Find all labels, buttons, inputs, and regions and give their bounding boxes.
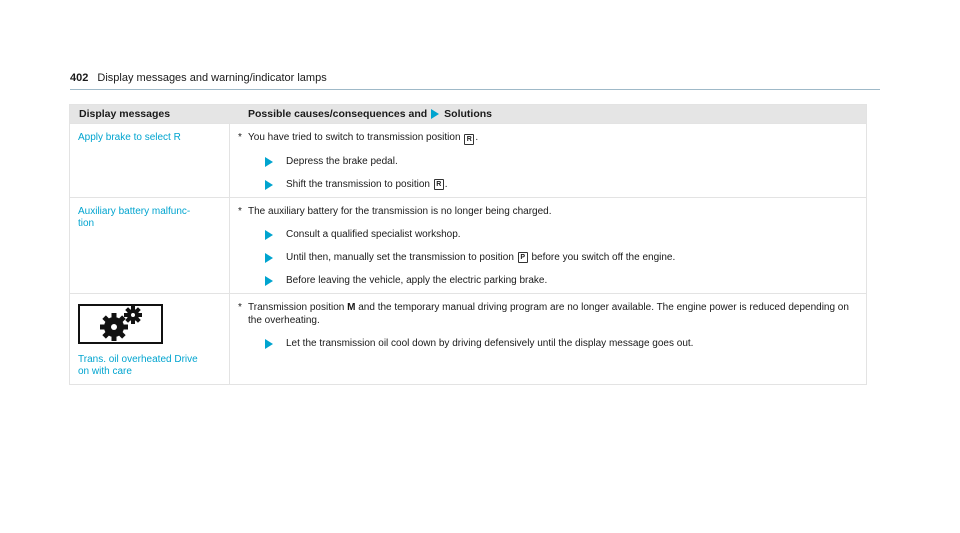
arrow-icon <box>265 276 273 286</box>
solution-end: before you switch off the engine. <box>531 252 676 263</box>
asterisk: * <box>238 132 242 143</box>
col-header-causes <box>239 105 866 123</box>
display-messages-table <box>69 104 867 385</box>
solution-text: Shift the transmission to position <box>286 179 430 190</box>
solution-end: . <box>444 179 448 190</box>
cause-sentence-part: Transmission position <box>248 302 345 313</box>
table-row <box>70 197 866 293</box>
display-message-cell <box>70 294 230 384</box>
cause-sentence: You have tried to switch to transmission position <box>248 132 461 143</box>
cause-text <box>238 131 860 145</box>
causes-cell <box>230 124 866 197</box>
cause-sentence: The auxiliary battery for the transmission is no longer being charged. <box>248 206 552 217</box>
transmission-position-m: M <box>347 302 356 313</box>
overheating-gears-icon <box>78 304 163 344</box>
asterisk: * <box>238 206 242 217</box>
col-header-causes-label: Possible causes/consequences and <box>248 108 428 120</box>
gear-position-key: P <box>518 252 528 263</box>
causes-cell <box>230 294 866 384</box>
arrow-icon <box>265 180 273 190</box>
solution-item <box>265 274 860 287</box>
page-number: 402 <box>70 72 89 84</box>
col-header-messages: Display messages <box>79 108 171 120</box>
solution-text: Consult a qualified specialist workshop. <box>286 229 461 240</box>
solution-text: Depress the brake pedal. <box>286 156 398 167</box>
cause-sentence-part: and the temporary manual driving program are no longer available. The engine power is reduced depending on the overheating. <box>248 302 849 326</box>
gear-position-key: R <box>434 179 444 190</box>
solution-item <box>265 155 860 168</box>
arrow-icon <box>265 230 273 240</box>
solution-item <box>265 337 860 350</box>
section-title: Display messages and warning/indicator lamps <box>97 72 327 84</box>
asterisk: * <box>238 302 242 313</box>
solution-item <box>265 251 860 264</box>
solution-text: Until then, manually set the transmission to position <box>286 252 514 263</box>
cause-end: . <box>475 132 479 143</box>
arrow-icon <box>431 109 439 119</box>
arrow-icon <box>265 253 273 263</box>
causes-cell <box>230 198 866 293</box>
arrow-icon <box>265 157 273 167</box>
display-message: Apply brake to select R <box>70 124 230 197</box>
solution-text: Before leaving the vehicle, apply the electric parking brake. <box>286 275 548 286</box>
table-header <box>70 105 866 123</box>
gear-position-key: R <box>464 134 474 145</box>
solution-item <box>265 178 860 191</box>
solution-item <box>265 228 860 241</box>
table-row <box>70 123 866 197</box>
cause-text <box>238 301 860 327</box>
solution-text: Let the transmission oil cool down by driving defensively until the display message goes out. <box>286 338 694 349</box>
page-header <box>70 71 880 90</box>
arrow-icon <box>265 339 273 349</box>
col-header-solutions-label: Solutions <box>444 108 493 120</box>
display-message: Trans. oil overheated Drive on with care <box>78 354 198 377</box>
cause-text <box>238 205 860 218</box>
display-message: Auxiliary battery malfunc- tion <box>70 198 230 293</box>
table-row <box>70 293 866 384</box>
